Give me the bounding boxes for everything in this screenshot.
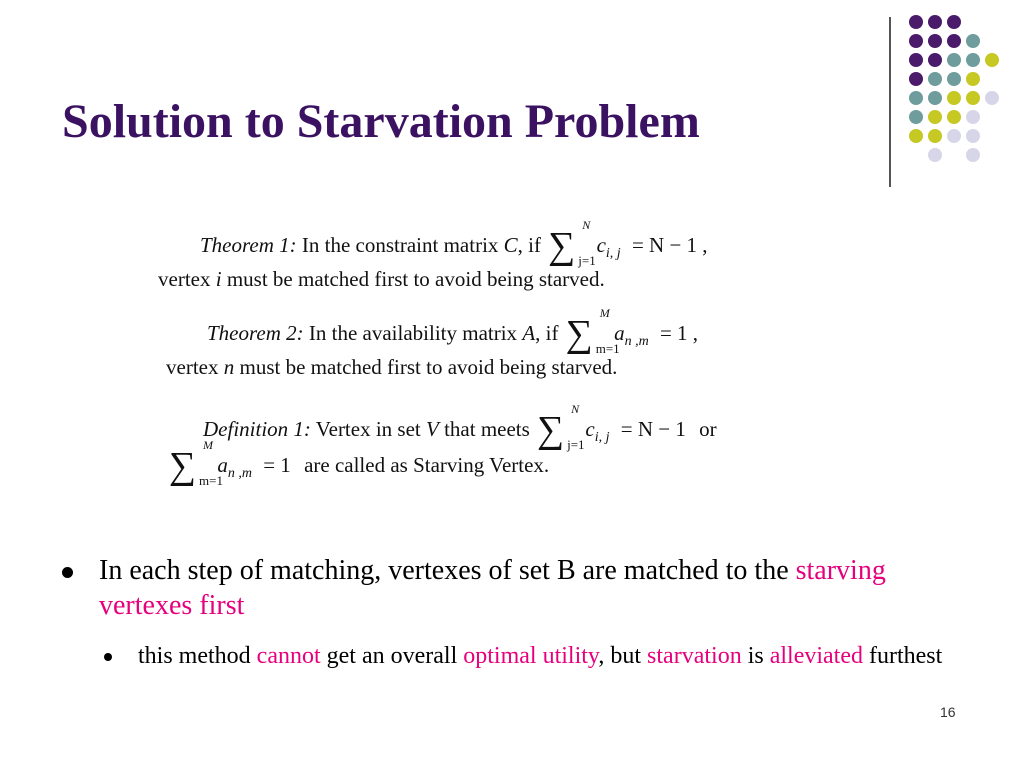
- decorative-dot: [985, 91, 999, 105]
- decorative-dot: [947, 15, 961, 29]
- decorative-dot: [928, 34, 942, 48]
- bullet-dot-icon: [62, 567, 73, 578]
- decorative-dot: [966, 110, 980, 124]
- decorative-dot-grid: [909, 15, 1009, 165]
- decorative-dot: [909, 91, 923, 105]
- decorative-dot: [928, 91, 942, 105]
- definition1-line1: Definition 1: Vertex in set V that meets ∑ N j=1 $c_{i, j} = N - 1$ or: [203, 402, 717, 452]
- highlight-starvation: starvation: [647, 643, 742, 669]
- bullet-dot-icon: [104, 653, 112, 661]
- sum-symbol: ∑ M m=1: [565, 306, 620, 356]
- bullet-sub: [104, 641, 964, 672]
- bullet-main-text: In each step of matching, vertexes of set B are matched to the starving vertexes first: [99, 555, 886, 621]
- highlight-cannot: cannot: [256, 643, 321, 669]
- theorem1-label: Theorem 1:: [200, 233, 297, 257]
- bullet-sub-text: this method cannot get an overall optimal utility, but starvation is alleviated furthest: [138, 643, 943, 669]
- theorem1-line2: vertex i must be matched first to avoid being starved.: [158, 267, 605, 291]
- decorative-dot: [909, 53, 923, 67]
- decorative-dot: [928, 110, 942, 124]
- theorem2-label: Theorem 2:: [207, 321, 304, 345]
- decorative-dot: [966, 34, 980, 48]
- page-number: 16: [940, 704, 956, 720]
- decorative-dot: [928, 129, 942, 143]
- decorative-dot: [928, 15, 942, 29]
- sum-symbol: ∑ N j=1: [548, 218, 596, 268]
- definition1-line2: ∑ M m=1 $a_{n ,m} = 1$ are called as Starving Vertex.: [169, 438, 550, 488]
- decorative-dot: [928, 53, 942, 67]
- decorative-dot: [985, 53, 999, 67]
- theorem2-line2: vertex n must be matched first to avoid being starved.: [166, 355, 618, 379]
- highlight-alleviated: alleviated: [769, 643, 863, 669]
- decorative-dot: [947, 72, 961, 86]
- decorative-dot: [928, 72, 942, 86]
- decorative-dot: [909, 34, 923, 48]
- bullet-main: [62, 553, 972, 623]
- title-divider: [889, 17, 891, 187]
- sum-symbol: ∑ M m=1: [169, 438, 223, 488]
- decorative-dot: [947, 110, 961, 124]
- highlight-starving-vertexes: starving vertexes first: [99, 555, 886, 621]
- decorative-dot: [947, 91, 961, 105]
- decorative-dot: [947, 53, 961, 67]
- decorative-dot: [966, 53, 980, 67]
- decorative-dot: [909, 129, 923, 143]
- sum-symbol: ∑ N j=1: [537, 402, 585, 452]
- decorative-dot: [966, 72, 980, 86]
- theorem1-line1: Theorem 1: In the constraint matrix C, if ∑ N j=1 $c_{i, j} = N - 1$ ,: [200, 218, 708, 268]
- decorative-dot: [928, 148, 942, 162]
- decorative-dot: [966, 91, 980, 105]
- decorative-dot: [966, 148, 980, 162]
- definition1-label: Definition 1:: [203, 417, 311, 441]
- slide-title: Solution to Starvation Problem: [62, 95, 700, 148]
- highlight-optimal-utility: optimal utility: [463, 643, 599, 669]
- decorative-dot: [909, 15, 923, 29]
- decorative-dot: [947, 34, 961, 48]
- decorative-dot: [947, 129, 961, 143]
- decorative-dot: [909, 110, 923, 124]
- decorative-dot: [909, 72, 923, 86]
- theorem-figure: [155, 220, 875, 490]
- decorative-dot: [966, 129, 980, 143]
- theorem2-line1: Theorem 2: In the availability matrix A, if ∑ M m=1 $a_{n ,m} = 1$ ,: [207, 306, 699, 356]
